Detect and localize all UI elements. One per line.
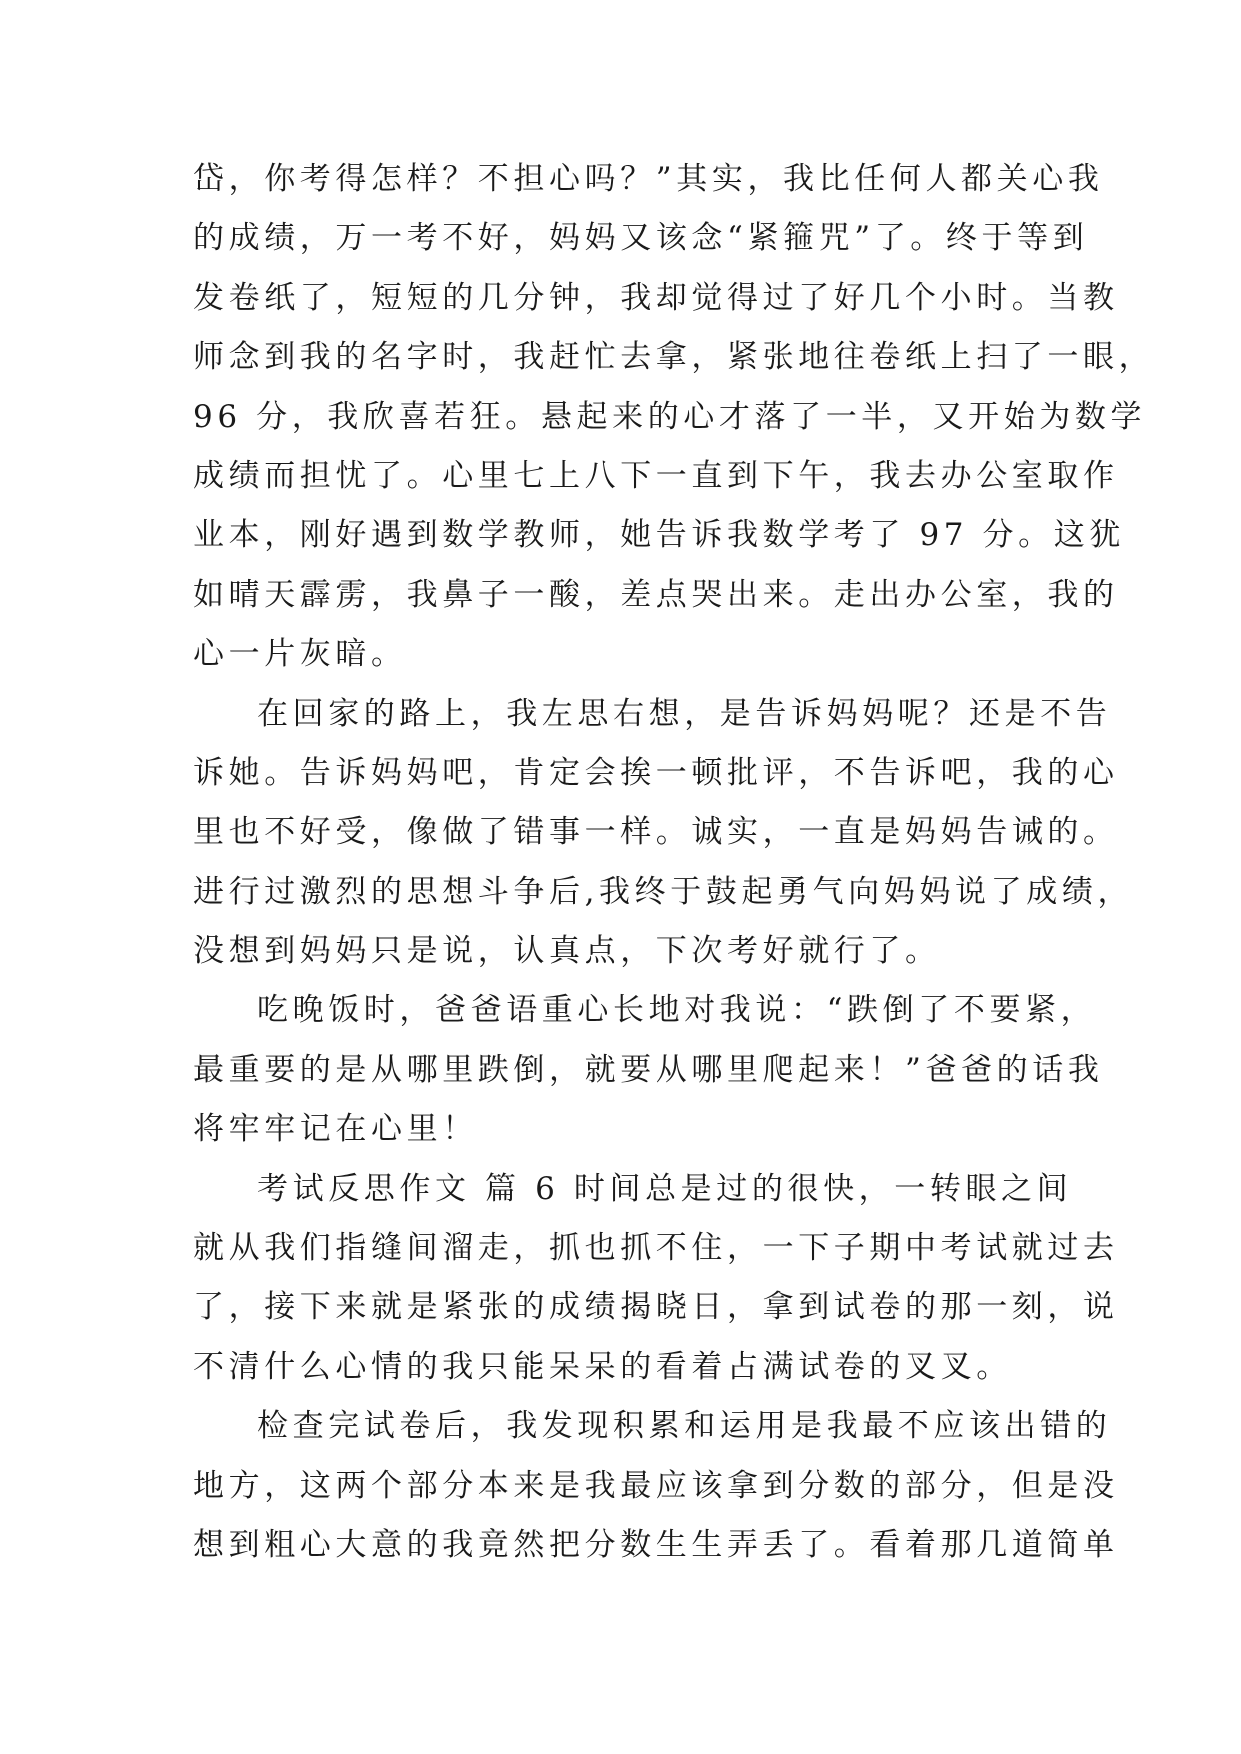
text-line: 不清什么心情的我只能呆呆的看着占满试卷的叉叉。 <box>193 1348 1012 1385</box>
text-line: 岱，你考得怎样？不担心吗？”其实，我比任何人都关心我 <box>193 161 1104 197</box>
text-line: 想到粗心大意的我竟然把分数生生弄丢了。看着那几道简单 <box>193 1526 1119 1563</box>
body-text <box>193 150 1155 1575</box>
text-line: 将牢牢记在心里！ <box>193 1111 478 1148</box>
text-line: 在回家的路上，我左思右想，是告诉妈妈呢？还是不告 <box>257 695 1112 732</box>
text-line: 96 分，我欣喜若狂。悬起来的心才落了一半，又开始为数学 <box>193 398 1147 435</box>
text-line: 诉她。告诉妈妈吧，肯定会挨一顿批评，不告诉吧，我的心 <box>193 754 1119 791</box>
text-line: 业本，刚好遇到数学教师，她告诉我数学考了 97 分。这犹 <box>193 517 1125 554</box>
text-line: 师念到我的名字时，我赶忙去拿，紧张地往卷纸上扫了一眼， <box>193 339 1155 376</box>
text-line: 里也不好受，像做了错事一样。诚实，一直是妈妈告诫的。 <box>193 814 1119 851</box>
text-line: 吃晚饭时，爸爸语重心长地对我说：“跌倒了不要紧， <box>257 992 1097 1029</box>
text-line: 成绩而担忧了。心里七上八下一直到下午，我去办公室取作 <box>193 457 1119 494</box>
text-line: 如晴天霹雳，我鼻子一酸，差点哭出来。走出办公室，我的 <box>193 576 1119 613</box>
text-line: 检查完试卷后，我发现积累和运用是我最不应该出错的 <box>257 1408 1112 1445</box>
section-heading-line: 考试反思作文 篇 6 时间总是过的很快，一转眼之间 <box>257 1170 1073 1207</box>
text-line: 最重要的是从哪里跌倒，就要从哪里爬起来！”爸爸的话我 <box>193 1051 1104 1088</box>
text-line: 没想到妈妈只是说，认真点，下次考好就行了。 <box>193 933 941 970</box>
text-line: 就从我们指缝间溜走，抓也抓不住，一下子期中考试就过去 <box>193 1230 1119 1267</box>
text-line: 发卷纸了，短短的几分钟，我却觉得过了好几个小时。当教 <box>193 279 1119 316</box>
text-line: 心一片灰暗。 <box>193 636 407 673</box>
text-line: 的成绩，万一考不好，妈妈又该念“紧箍咒”了。终于等到 <box>193 220 1089 257</box>
text-line: 了，接下来就是紧张的成绩揭晓日，拿到试卷的那一刻，说 <box>193 1289 1119 1326</box>
text-line: 进行过激烈的思想斗争后,我终于鼓起勇气向妈妈说了成绩， <box>193 873 1134 910</box>
text-line: 地方，这两个部分本来是我最应该拿到分数的部分，但是没 <box>193 1467 1119 1504</box>
